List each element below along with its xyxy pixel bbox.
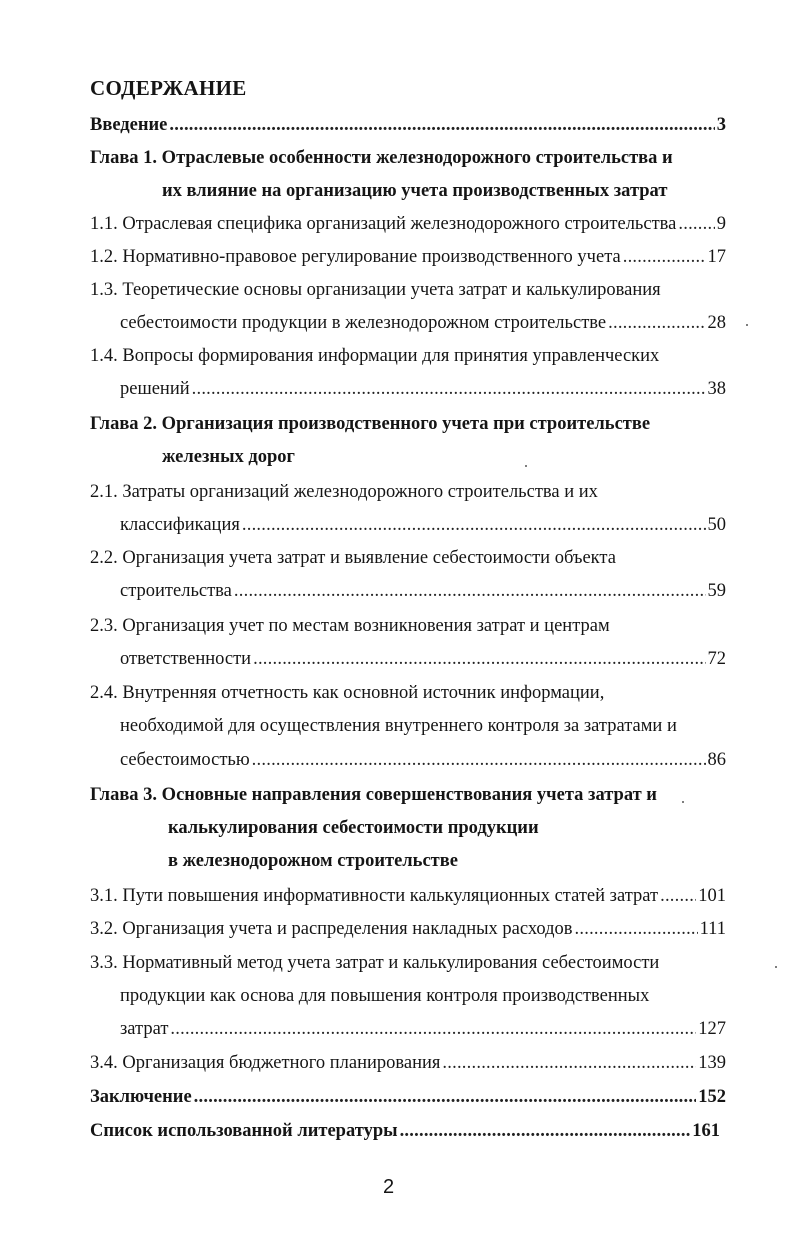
toc-entry-bibliography: Список использованной литературы . . . 161 [90,1116,720,1146]
toc-entry-2-2: 2.2. Организация учета затрат и выявление себестоимости объекта [90,548,616,568]
toc-chapter-1-title-cont: их влияние на организацию учета производственных затрат [162,181,668,201]
toc-entry-2-1-cont: классификация . . . 50 [120,510,726,540]
toc-entry-1-3: 1.3. Теоретические основы организации учета затрат и калькулирования [90,280,661,300]
toc-chapter-3-title-cont2: в железнодорожном строительстве [168,851,458,871]
toc-chapter-2-title-cont: железных дорог [162,447,295,467]
scan-speck [775,966,777,968]
scan-speck [525,465,527,467]
toc-entry-3-3-cont: продукции как основа для повышения контроля производственных [120,986,650,1006]
toc-entry-conclusion: Заключение . . . 152 [90,1082,726,1112]
toc-entry-2-4: 2.4. Внутренняя отчетность как основной источник информации, [90,683,605,703]
toc-entry-1-3-cont: себестоимости продукции в железнодорожном строительстве . . . 28 [120,308,726,338]
scan-speck [682,801,684,803]
toc-page-number: 101 [698,886,726,906]
page-title: СОДЕРЖАНИЕ [90,76,247,100]
toc-chapter-1-title: Глава 1. Отраслевые особенности железнодорожного строительства и [90,148,673,168]
toc-entry-2-3: 2.3. Организация учет по местам возникновения затрат и центрам [90,616,610,636]
toc-entry-3-3: 3.3. Нормативный метод учета затрат и калькулирования себестоимости [90,953,660,973]
toc-entry-1-4-cont: решений . . . 38 [120,374,726,404]
toc-page-number: 59 [707,581,726,601]
toc-entry-2-4-cont2: себестоимостью . . . 86 [120,745,726,775]
toc-entry-2-3-cont: ответственности . . . 72 [120,644,726,674]
toc-entry-1-4: 1.4. Вопросы формирования информации для принятия управленческих [90,346,660,366]
toc-chapter-3-title: Глава 3. Основные направления совершенствования учета затрат и [90,785,657,805]
toc-page-number: 152 [698,1087,726,1107]
toc-page-number: 50 [707,515,726,535]
toc-page-number: 9 [716,214,726,234]
toc-entry-1-1: 1.1. Отраслевая специфика организаций железнодорожного строительства . . . 9 [90,209,726,239]
toc-entry-2-4-cont: необходимой для осуществления внутреннего контроля за затратами и [120,716,677,736]
toc-page-number: 38 [707,379,726,399]
toc-page-number: 111 [699,919,726,939]
toc-entry-introduction: Введение . . . 3 [90,110,726,140]
toc-chapter-2-title: Глава 2. Организация производственного учета при строительстве [90,414,651,434]
toc-chapter-3-title-cont: калькулирования себестоимости продукции [168,818,539,838]
toc-entry-3-2: 3.2. Организация учета и распределения накладных расходов . . . 111 [90,914,726,944]
toc-page-number: 127 [698,1019,726,1039]
toc-page-number: 139 [698,1053,726,1073]
toc-entry-3-1: 3.1. Пути повышения информативности калькуляционных статей затрат . . . 101 [90,881,726,911]
toc-entry-2-1: 2.1. Затраты организаций железнодорожного строительства и их [90,482,598,502]
toc-entry-3-3-cont2: затрат . . . 127 [120,1014,726,1044]
toc-entry-3-4: 3.4. Организация бюджетного планирования . . . 139 [90,1048,726,1078]
toc-entry-2-2-cont: строительства . . . 59 [120,576,726,606]
scan-speck [746,324,748,326]
toc-page-number: 86 [707,750,726,770]
toc-page-number: 161 [692,1121,720,1141]
toc-entry-1-2: 1.2. Нормативно-правовое регулирование производственного учета . . . 17 [90,242,726,272]
toc-page-number: 72 [707,649,726,669]
toc-page-number: 28 [707,313,726,333]
toc-page-number: 17 [707,247,726,267]
page-number: 2 [383,1176,395,1198]
toc-page-number: 3 [716,115,726,135]
